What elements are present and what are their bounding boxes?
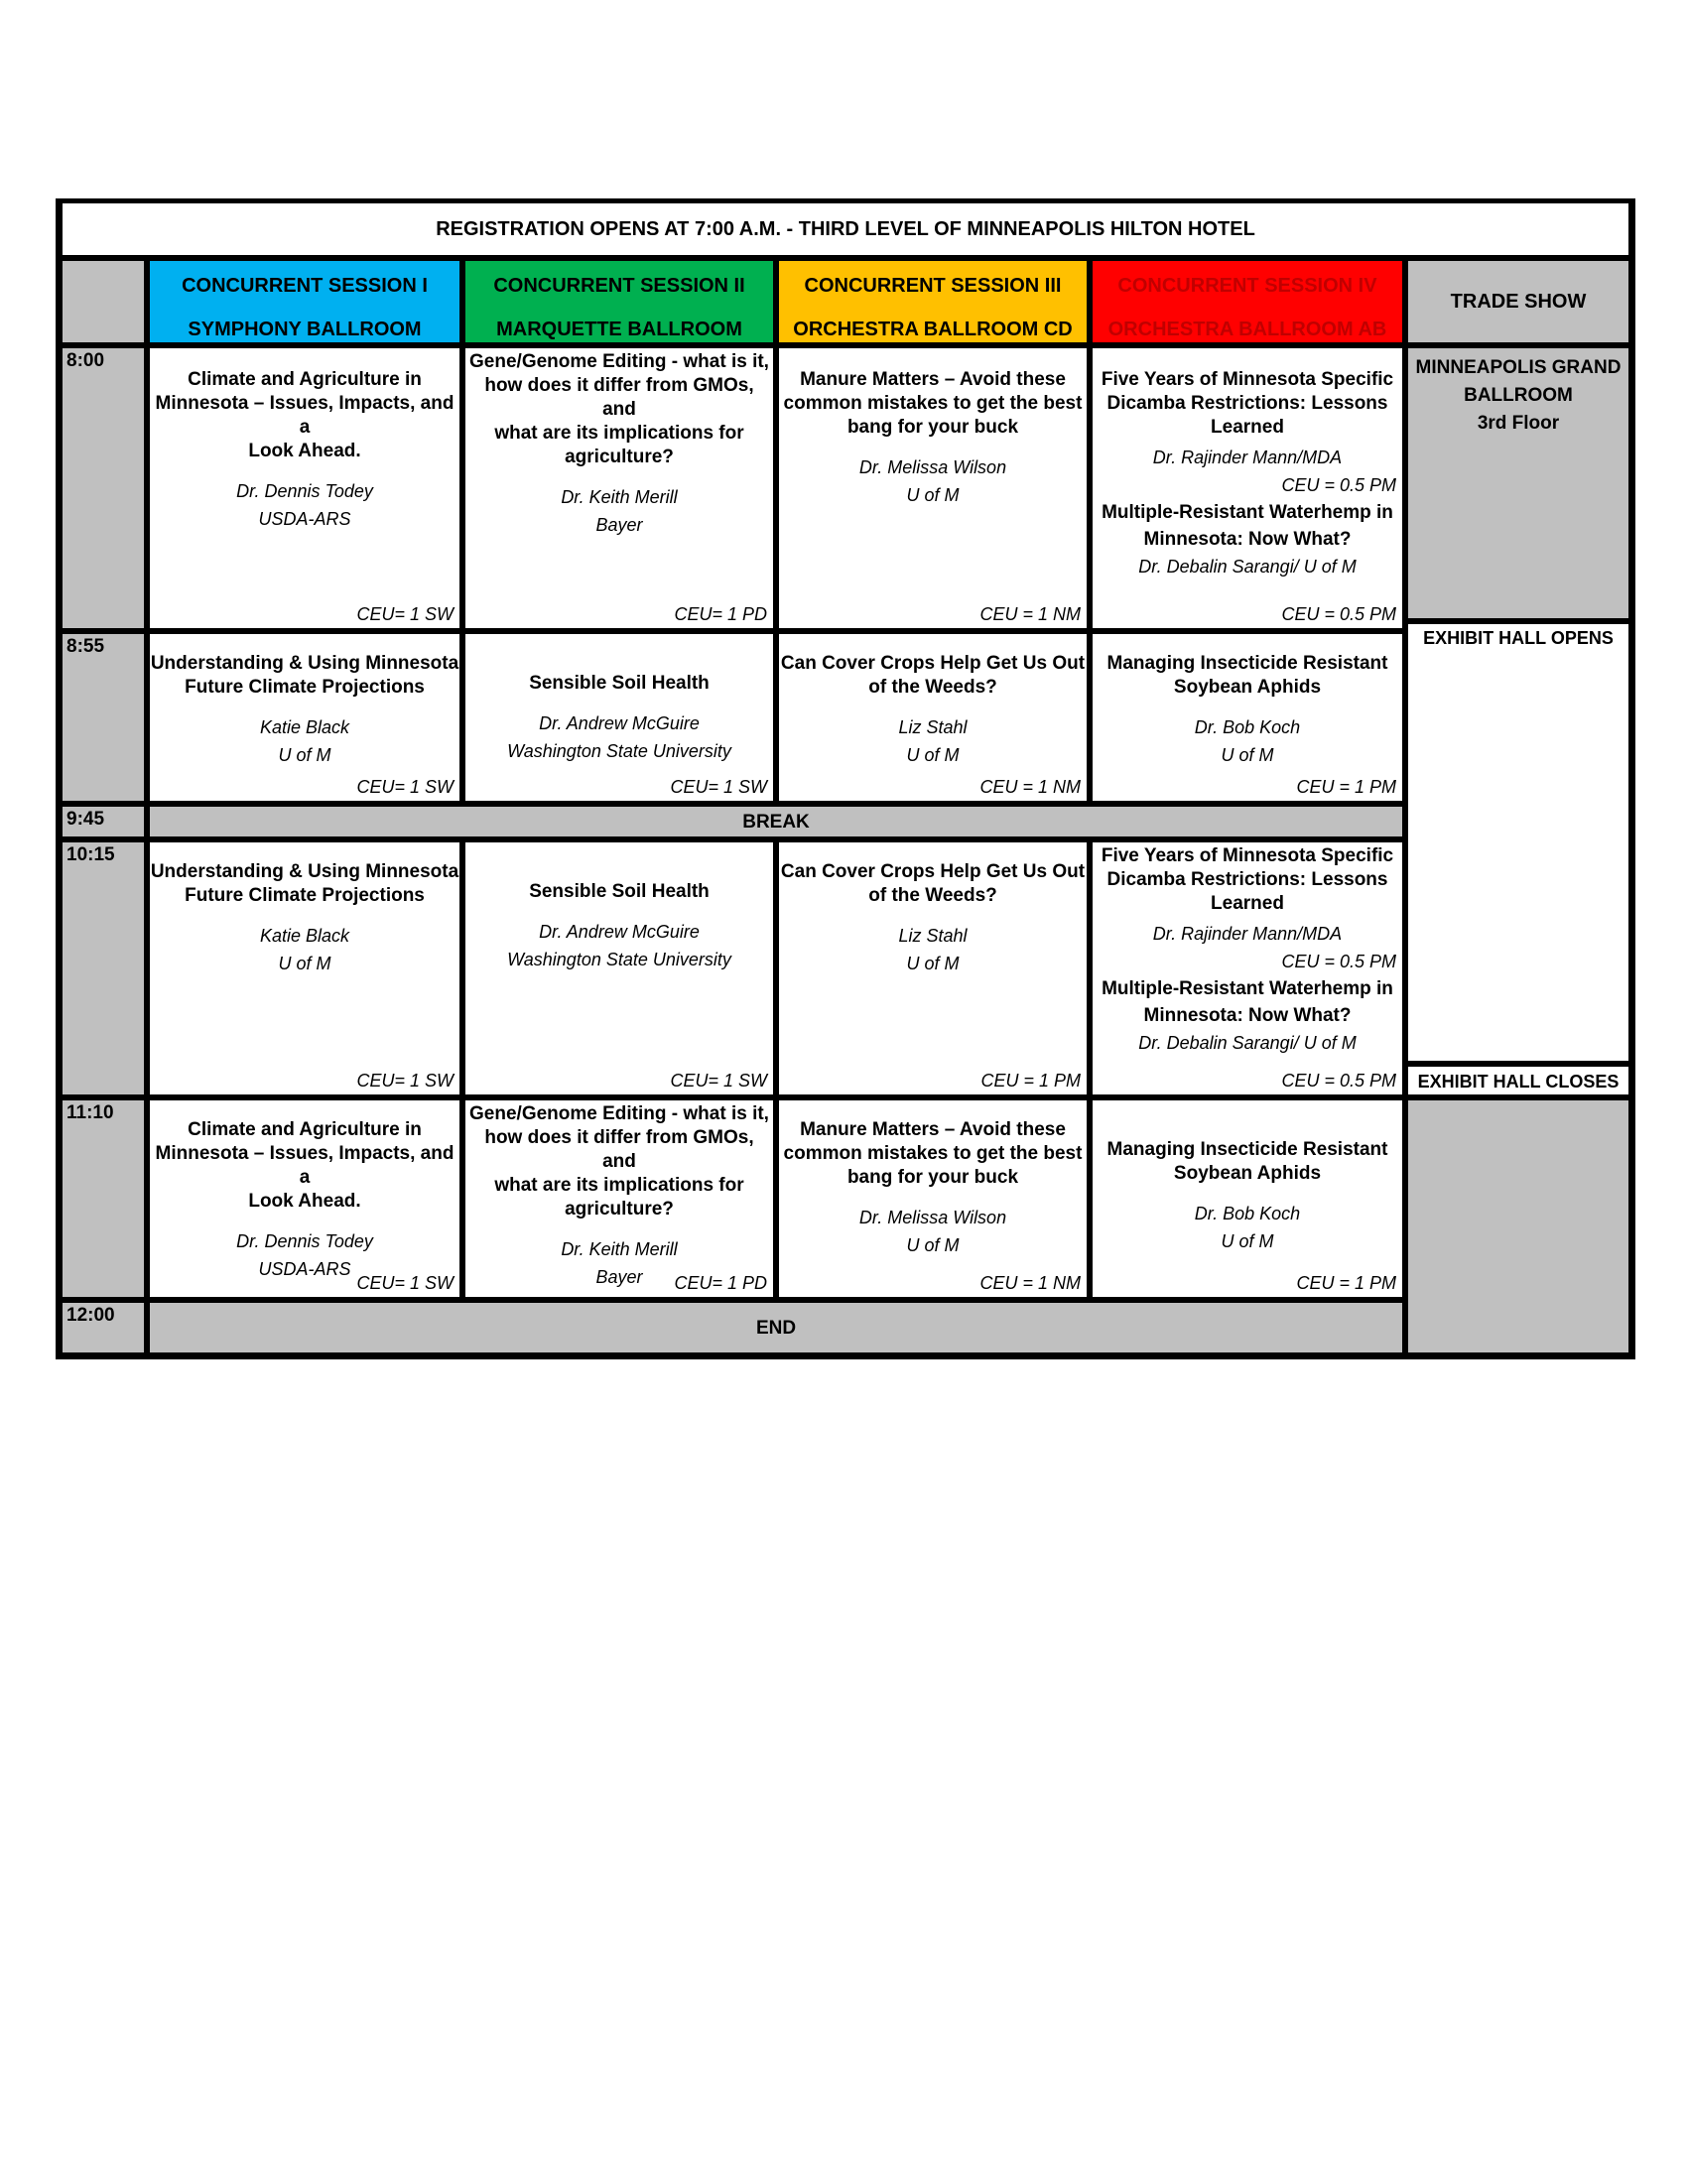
speaker-line: U of M (906, 954, 960, 973)
session-content (1093, 634, 1402, 769)
speaker-line: Liz Stahl (898, 717, 968, 737)
session-content (465, 842, 773, 973)
registration-banner: REGISTRATION OPENS AT 7:00 A.M. - THIRD LEVEL OF MINNEAPOLIS HILTON HOTEL (60, 200, 1631, 258)
session-title: Sensible Soil Health (529, 881, 710, 902)
speaker-line: U of M (1221, 1231, 1274, 1251)
session-cell-r4-c3 (776, 1097, 1090, 1300)
session-title: Understanding & Using Minnesota (150, 861, 459, 882)
session-title: what are its implications for (494, 423, 744, 444)
ceu-credit: CEU = 0.5 PM (1281, 604, 1396, 624)
session-title: Future Climate Projections (185, 885, 425, 906)
ceu-credit: CEU = 1 PM (1296, 1273, 1396, 1293)
speaker-line: Dr. Bob Koch (1194, 1204, 1301, 1223)
session-number: CONCURRENT SESSION II (493, 275, 745, 297)
header-time-blank (60, 258, 147, 345)
session-title: Gene/Genome Editing - what is it, (469, 351, 769, 372)
session-title: of the Weeds? (868, 885, 997, 906)
time-slot-10-15: 10:15 (60, 839, 147, 1097)
session-content (1093, 1100, 1402, 1255)
session-title: how does it differ from GMOs, and (484, 375, 754, 420)
speaker-line: USDA-ARS (258, 509, 351, 529)
session-title: what are its implications for (494, 1175, 744, 1196)
speaker-line: Liz Stahl (898, 926, 968, 946)
speaker-line: U of M (1221, 745, 1274, 765)
ceu-credit: CEU = 1 NM (979, 1273, 1081, 1293)
speaker-line: Dr. Rajinder Mann/MDA (1152, 924, 1343, 944)
session-title: Look Ahead. (248, 1191, 361, 1212)
session-title: Five Years of Minnesota Specific (1101, 845, 1394, 866)
ceu-credit: CEU= 1 PD (674, 604, 767, 624)
speaker-line: Dr. Dennis Todey (236, 481, 373, 501)
session-title: common mistakes to get the best (783, 393, 1083, 414)
trade-show-blank (1405, 1097, 1631, 1355)
ceu-credit: CEU= 1 SW (356, 1273, 454, 1293)
session-title: Managing Insecticide Resistant (1106, 653, 1388, 674)
trade-show-location (1405, 345, 1631, 621)
time-slot-8-00: 8:00 (60, 345, 147, 631)
ceu-credit: CEU= 1 PD (674, 1273, 767, 1293)
speaker-line: Katie Black (259, 717, 350, 737)
session-title: Soybean Aphids (1173, 677, 1322, 698)
ceu-credit: CEU = 1 PM (980, 1071, 1081, 1091)
ceu-credit: CEU = 1 PM (1296, 777, 1396, 797)
break-bar: BREAK (147, 804, 1405, 839)
session-title: Managing Insecticide Resistant (1106, 1139, 1388, 1160)
trade-show-header: TRADE SHOW (1405, 258, 1631, 345)
speaker-line: U of M (906, 485, 960, 505)
session-title: Climate and Agriculture in (188, 1119, 422, 1140)
ceu-credit: CEU = 1 NM (979, 604, 1081, 624)
session-cell-r2-c3 (776, 631, 1090, 804)
session-title: Minnesota: Now What? (1143, 1005, 1352, 1026)
ceu-credit: CEU = 1 NM (979, 777, 1081, 797)
session-title: Minnesota – Issues, Impacts, and a (155, 393, 454, 438)
speaker-line: Washington State University (507, 741, 731, 761)
speaker-line: Dr. Dennis Todey (236, 1231, 373, 1251)
session-header-4 (1090, 258, 1405, 345)
ceu-credit: CEU = 0.5 PM (1281, 952, 1396, 971)
session-content (150, 634, 459, 769)
session-cell-r4-c1 (147, 1097, 462, 1300)
session-title: Climate and Agriculture in (188, 369, 422, 390)
session-room: MARQUETTE BALLROOM (496, 319, 742, 340)
exhibit-hall-area (1405, 621, 1631, 1064)
session-content (779, 1100, 1087, 1259)
session-title: Soybean Aphids (1173, 1163, 1322, 1184)
session-cell-r4-c4 (1090, 1097, 1405, 1300)
session-room: ORCHESTRA BALLROOM CD (793, 319, 1073, 340)
speaker-line: Dr. Andrew McGuire (539, 922, 700, 942)
speaker-line: USDA-ARS (258, 1259, 351, 1279)
session-content (1093, 348, 1402, 580)
location-line: 3rd Floor (1477, 413, 1560, 434)
session-title: Look Ahead. (248, 441, 361, 461)
speaker-line: U of M (906, 745, 960, 765)
speaker-line: Dr. Melissa Wilson (858, 1208, 1007, 1227)
session-title: Sensible Soil Health (529, 673, 710, 694)
session-cell-r1-c4 (1090, 345, 1405, 631)
speaker-line: Dr. Debalin Sarangi/ U of M (1138, 557, 1357, 577)
speaker-line: Bayer (595, 1267, 643, 1287)
speaker-line: Dr. Debalin Sarangi/ U of M (1138, 1033, 1357, 1053)
ceu-credit: CEU= 1 SW (670, 1071, 767, 1091)
session-content (150, 842, 459, 977)
session-title: Five Years of Minnesota Specific (1101, 369, 1394, 390)
speaker-line: U of M (906, 1235, 960, 1255)
location-line: BALLROOM (1464, 385, 1573, 406)
session-cell-r3-c4 (1090, 839, 1405, 1097)
session-content (150, 348, 459, 533)
session-number: CONCURRENT SESSION I (182, 275, 428, 297)
session-title: Dicamba Restrictions: Lessons (1106, 869, 1388, 890)
session-cell-r2-c2 (462, 631, 776, 804)
speaker-line: Dr. Rajinder Mann/MDA (1152, 448, 1343, 467)
exhibit-hall-closes: EXHIBIT HALL CLOSES (1405, 1064, 1631, 1097)
session-title: Multiple-Resistant Waterhemp in (1102, 502, 1393, 523)
session-cell-r3-c2 (462, 839, 776, 1097)
time-slot-11-10: 11:10 (60, 1097, 147, 1300)
ceu-credit: CEU= 1 SW (356, 604, 454, 624)
speaker-line: Dr. Andrew McGuire (539, 713, 700, 733)
session-title: Understanding & Using Minnesota (150, 653, 459, 674)
speaker-line: Dr. Keith Merill (561, 487, 678, 507)
session-title: Learned (1211, 417, 1284, 438)
ceu-credit: CEU = 0.5 PM (1281, 1071, 1396, 1091)
ceu-credit: CEU= 1 SW (356, 1071, 454, 1091)
session-content (465, 348, 773, 539)
speaker-line: U of M (278, 745, 331, 765)
speaker-line: Bayer (595, 515, 643, 535)
ceu-credit: CEU = 0.5 PM (1281, 475, 1396, 495)
schedule-table (56, 198, 1635, 1359)
session-title: Can Cover Crops Help Get Us Out (780, 653, 1086, 674)
session-content (779, 634, 1087, 769)
session-title: Gene/Genome Editing - what is it, (469, 1103, 769, 1124)
location-line: MINNEAPOLIS GRAND (1415, 357, 1622, 378)
session-content (779, 348, 1087, 509)
session-title: Manure Matters – Avoid these (800, 1119, 1066, 1140)
speaker-line: Washington State University (507, 950, 731, 969)
session-content (1093, 842, 1402, 1057)
session-title: of the Weeds? (868, 677, 997, 698)
end-bar: END (147, 1300, 1405, 1355)
session-content (465, 634, 773, 765)
session-cell-r1-c3 (776, 345, 1090, 631)
session-content (150, 1100, 459, 1283)
session-title: Minnesota: Now What? (1143, 529, 1352, 550)
session-title: bang for your buck (846, 1167, 1019, 1188)
speaker-line: U of M (278, 954, 331, 973)
session-title: Multiple-Resistant Waterhemp in (1102, 978, 1393, 999)
session-title: common mistakes to get the best (783, 1143, 1083, 1164)
session-cell-r4-c2 (462, 1097, 776, 1300)
session-header-3 (776, 258, 1090, 345)
session-room: SYMPHONY BALLROOM (188, 319, 422, 340)
session-content (465, 1100, 773, 1291)
session-title: Can Cover Crops Help Get Us Out (780, 861, 1086, 882)
session-header-2 (462, 258, 776, 345)
session-title: Minnesota – Issues, Impacts, and a (155, 1143, 454, 1188)
session-cell-r3-c1 (147, 839, 462, 1097)
ceu-credit: CEU= 1 SW (670, 777, 767, 797)
speaker-line: Katie Black (259, 926, 350, 946)
session-title: bang for your buck (846, 417, 1019, 438)
session-cell-r1-c1 (147, 345, 462, 631)
session-title: how does it differ from GMOs, and (484, 1127, 754, 1172)
ceu-credit: CEU= 1 SW (356, 777, 454, 797)
session-title: Learned (1211, 893, 1284, 914)
session-content (779, 842, 1087, 977)
session-number: CONCURRENT SESSION IV (1117, 275, 1377, 297)
session-number: CONCURRENT SESSION III (804, 275, 1062, 297)
session-header-1 (147, 258, 462, 345)
time-slot-8-55: 8:55 (60, 631, 147, 804)
time-slot-9-45: 9:45 (60, 804, 147, 839)
speaker-line: Dr. Bob Koch (1194, 717, 1301, 737)
session-title: Future Climate Projections (185, 677, 425, 698)
session-title: Manure Matters – Avoid these (800, 369, 1066, 390)
speaker-line: Dr. Keith Merill (561, 1239, 678, 1259)
session-room: ORCHESTRA BALLROOM AB (1107, 319, 1387, 340)
exhibit-hall-opens: EXHIBIT HALL OPENS (1423, 628, 1614, 648)
speaker-line: Dr. Melissa Wilson (858, 457, 1007, 477)
session-cell-r2-c4 (1090, 631, 1405, 804)
session-title: agriculture? (565, 1199, 674, 1220)
session-title: agriculture? (565, 447, 674, 467)
session-title: Dicamba Restrictions: Lessons (1106, 393, 1388, 414)
session-cell-r3-c3 (776, 839, 1090, 1097)
session-cell-r1-c2 (462, 345, 776, 631)
session-cell-r2-c1 (147, 631, 462, 804)
time-slot-12-00: 12:00 (60, 1300, 147, 1355)
